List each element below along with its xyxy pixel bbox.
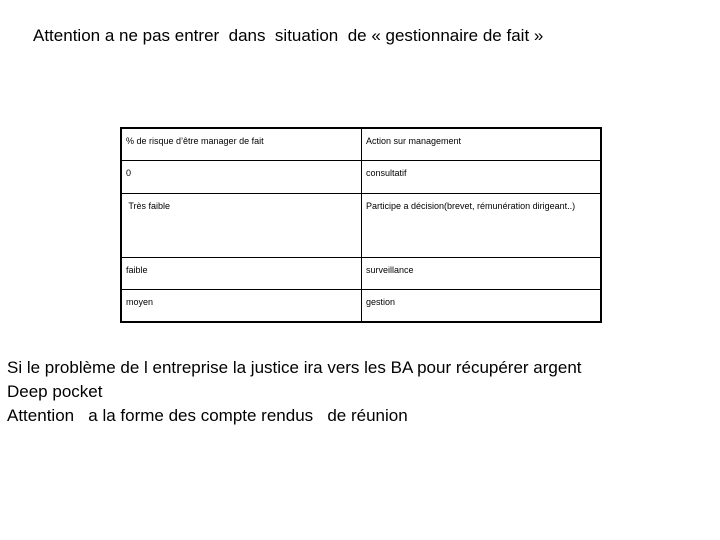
risk-cell: 0 (121, 161, 362, 194)
risk-cell: moyen (121, 290, 362, 323)
risk-table (120, 127, 602, 323)
table-row (121, 290, 601, 323)
header-action: Action sur management (362, 128, 602, 161)
body-line: Si le problème de l entreprise la justice ira vers les BA pour récupérer argent (7, 358, 582, 377)
risk-cell: faible (121, 258, 362, 290)
action-cell: consultatif (362, 161, 602, 194)
table-header-row (121, 128, 601, 161)
table-row (121, 258, 601, 290)
table-row (121, 161, 601, 194)
header-risk: % de risque d’être manager de fait (121, 128, 362, 161)
table-row (121, 194, 601, 258)
body-text (7, 356, 582, 428)
action-cell: gestion (362, 290, 602, 323)
body-line: Attention a la forme des compte rendus de réunion (7, 406, 408, 425)
risk-cell: Très faible (121, 194, 362, 258)
body-line: Deep pocket (7, 382, 103, 401)
slide-title: Attention a ne pas entrer dans situation de « gestionnaire de fait » (33, 26, 544, 45)
action-cell: Participe a décision(brevet, rémunération dirigeant..) (362, 194, 602, 258)
action-cell: surveillance (362, 258, 602, 290)
